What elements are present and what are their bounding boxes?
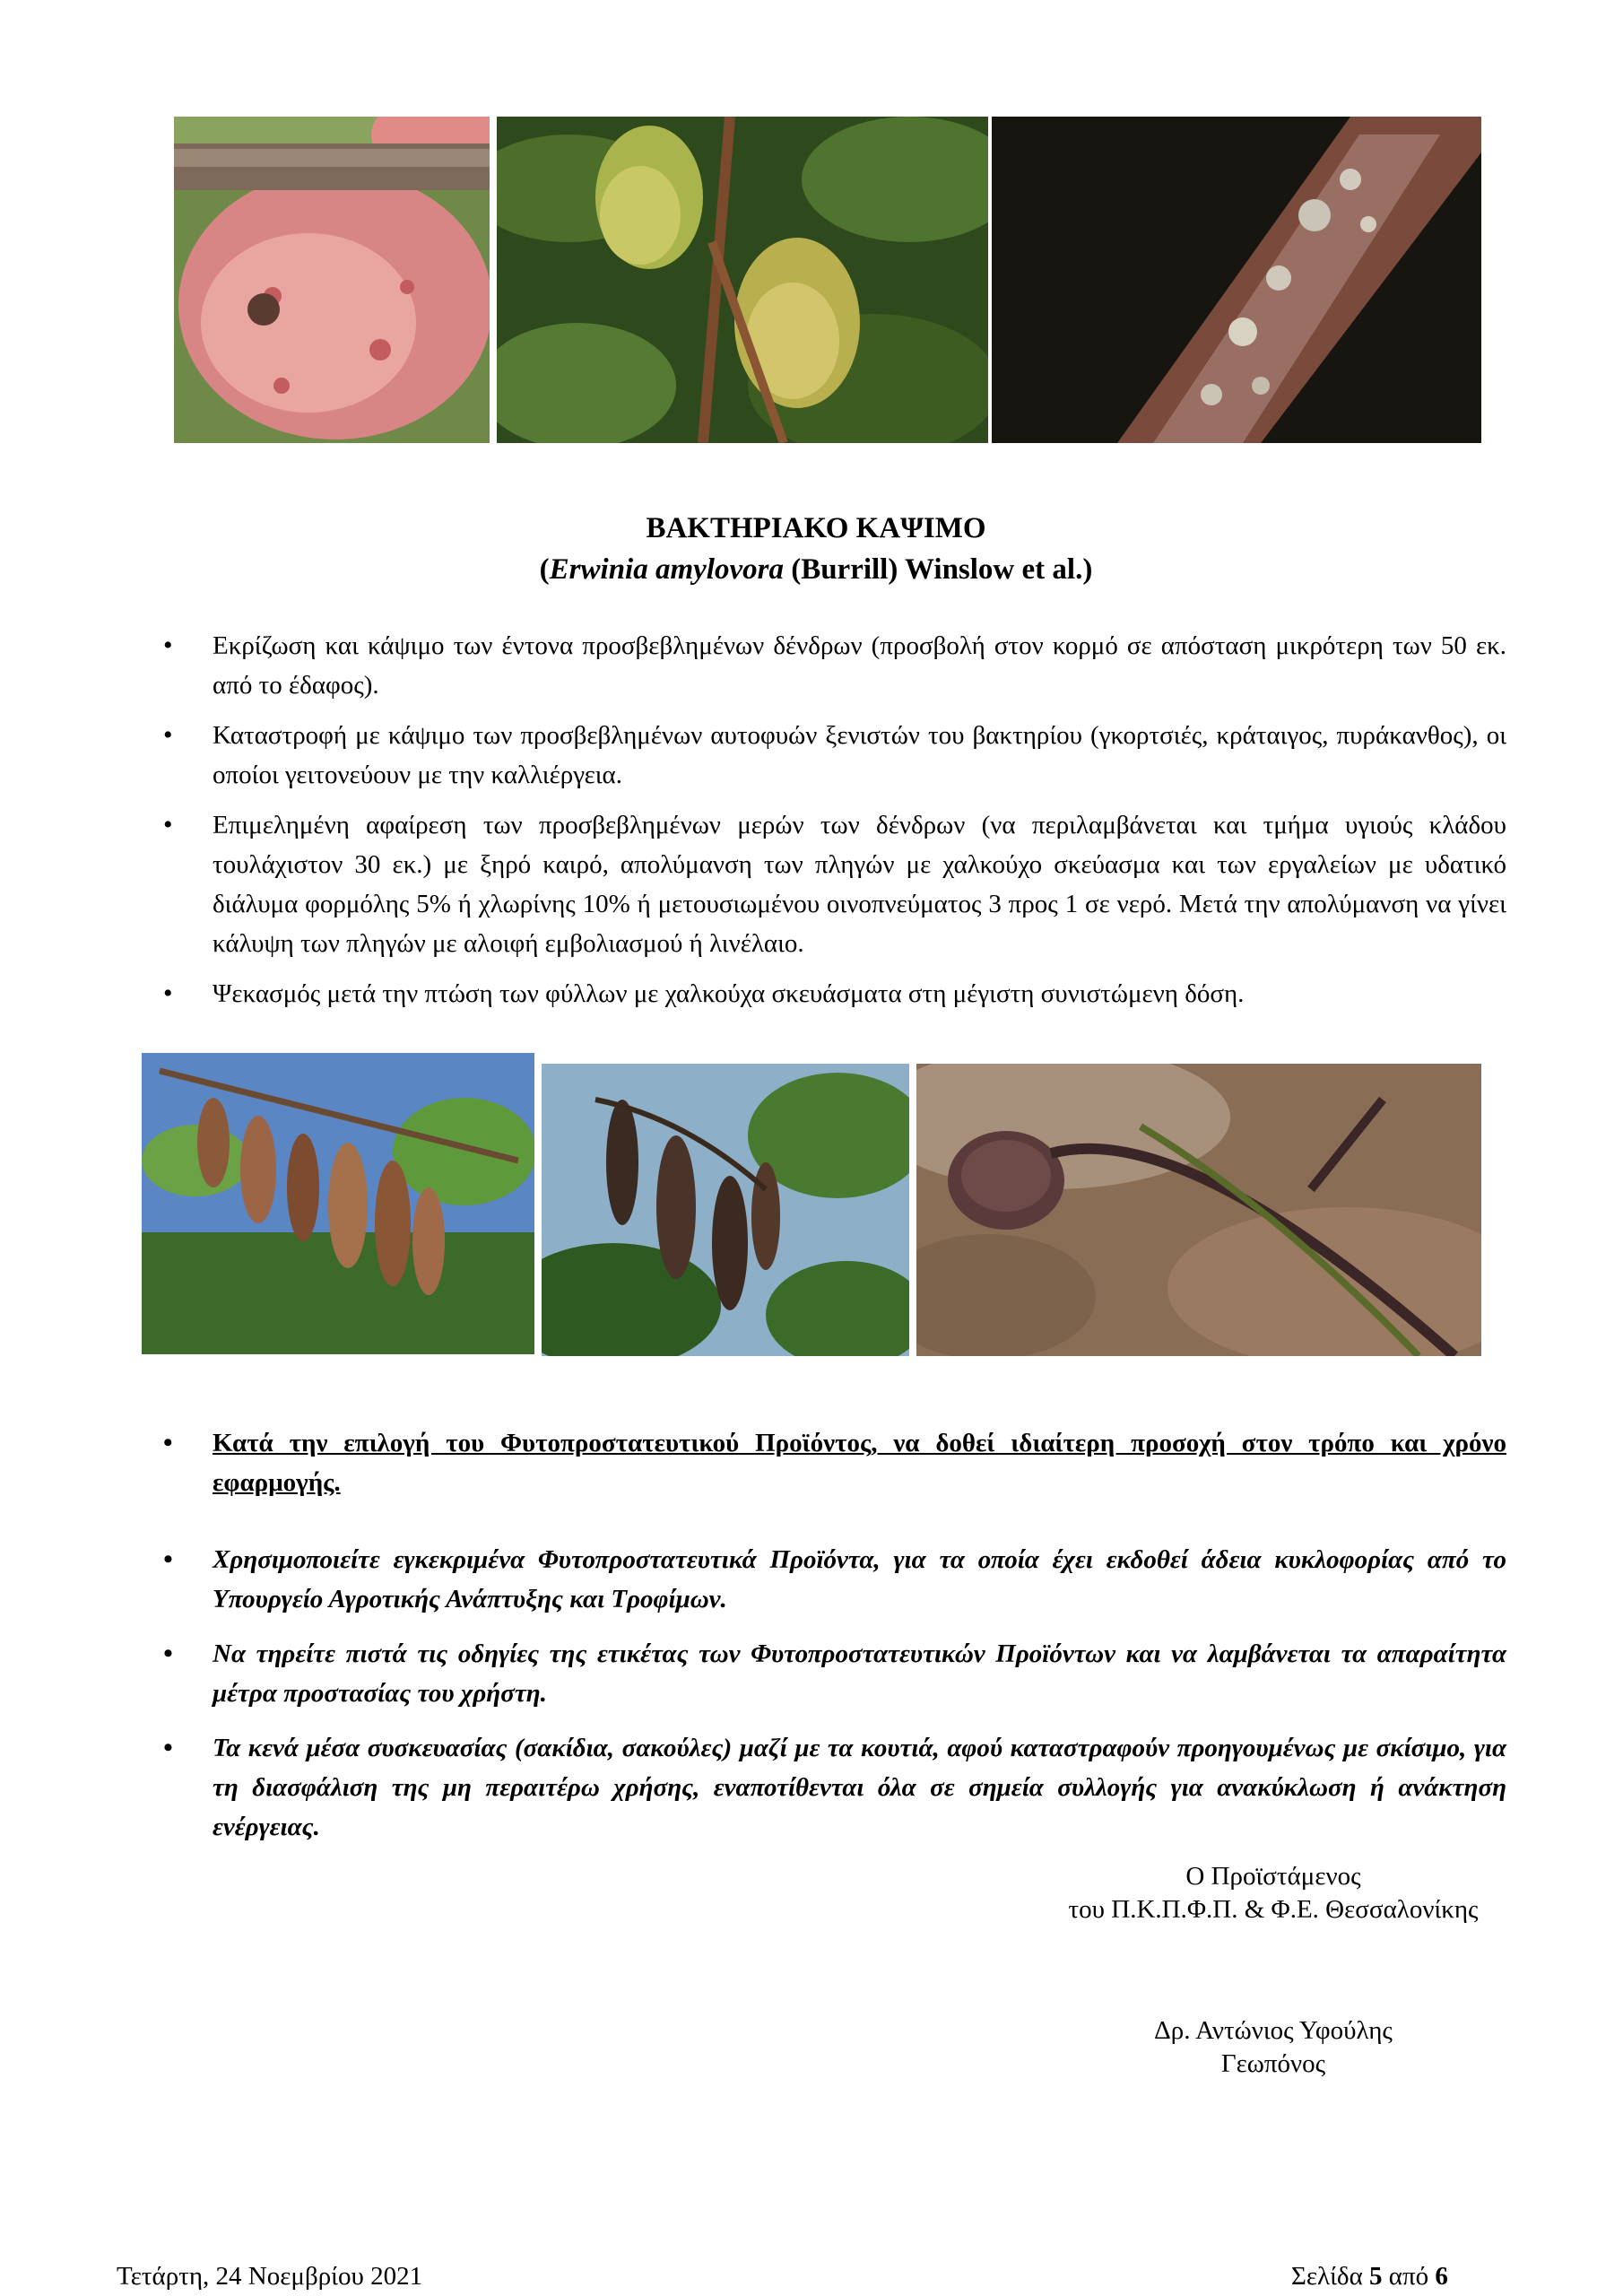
mummified-fruit-photo [916,1064,1481,1356]
list-item: • Επιμελημένη αφαίρεση των προσβεβλημένων μερών των δένδρων (να περιλαμβάνεται και τμήμα υγιούς κλάδου τουλάχιστον 30 εκ.) με ξηρό καιρό, απολύμανση των πληγών με χαλκούχο σκεύασμα και των εργαλείων με υδατικό διάλυμα φορμόλης 5% ή χλωρίνης 10% ή μετουσιωμένου οινοπνεύματος 3 προς 1 σε νερό. Μετά την απολύμανση να γίνει κάλυψη των πληγών με αλοιφή εμβολιασμού ή λινέλαιο. [135,805,1506,963]
infected-apple-photo [174,117,490,443]
infected-pears-photo [497,117,988,443]
wilted-shoot-photo [542,1064,909,1356]
page-number: Σελίδα 5 από 6 [1291,2262,1448,2291]
list-item: • Τα κενά μέσα συσκευασίας (σακίδια, σακούλες) μαζί με τα κουτιά, αφού καταστραφούν προηγουμένως με σκίσιμο, για τη διασφάλιση της μη περαιτέρω χρήσης, εναποτίθενται όλα σε σημεία συλλογής για ανακύκλωση ή ανάκτηση ενέργειας. [135,1728,1506,1847]
taxonomic-authority: (Burrill) Winslow et al.) [783,553,1093,586]
list-item: • Να τηρείτε πιστά τις οδηγίες της ετικέτας των Φυτοπροστατευτικών Προϊόντων και να λαμβάνεται τα απαραίτητα μέτρα προστασίας του χρήστη. [135,1634,1506,1713]
emphasis-notice: Κατά την επιλογή του Φυτοπροστατευτικού Προϊόντος, να δοθεί ιδιαίτερη προσοχή στον τρόπο και χρόνο εφαρμογής. [213,1429,1506,1497]
signatory [1094,2014,1453,2081]
disease-heading: ΒΑΚΤΗΡΙΑΚΟ ΚΑΨΙΜΟ [646,512,986,544]
pathogen-name: (Erwinia amylovora (Burrill) Winslow et al.) [539,553,1093,586]
scientific-name: Erwinia amylovora [549,553,784,586]
list-item: • Καταστροφή με κάψιμο των προσβεβλημένων αυτοφυών ξενιστών του βακτηρίου (γκορτσιές, κράταιγος, πυράκανθος), οι οποίοι γειτονεύουν με την καλλιέργεια. [135,716,1506,795]
role-line: Ο Προϊστάμενος [1185,1862,1361,1891]
signatory-name: Δρ. Αντώνιος Υφούλης [1154,2016,1393,2045]
burned-branch-leaves-photo [142,1053,534,1354]
document-title [170,508,1462,590]
signatory-title: Γεωπόνος [1220,2049,1326,2078]
list-item: • Εκρίζωση και κάψιμο των έντονα προσβεβλημένων δένδρων (προσβολή στον κορμό σε απόσταση μικρότερη των 50 εκ. από το έδαφος). [135,626,1506,705]
role-line: του Π.Κ.Π.Φ.Π. & Φ.Ε. Θεσσαλονίκης [1068,1895,1479,1924]
footer-date: Τετάρτη, 24 Νοεμβρίου 2021 [117,2262,423,2291]
infected-branch-canker-photo [992,117,1481,443]
control-measures-list [135,626,1506,1024]
signature-role [1049,1860,1497,1926]
list-item: • Χρησιμοποιείτε εγκεκριμένα Φυτοπροστατευτικά Προϊόντα, για τα οποία έχει εκδοθεί άδεια κυκλοφορίας από το Υπουργείο Αγροτικής Ανάπτυξης και Τροφίμων. [135,1540,1506,1619]
list-item: • Ψεκασμός μετά την πτώση των φύλλων με χαλκούχα σκευάσματα στη μέγιστη συνιστώμενη δόση. [135,974,1506,1013]
list-item [135,1423,1506,1502]
safety-notices-list [135,1423,1506,1862]
